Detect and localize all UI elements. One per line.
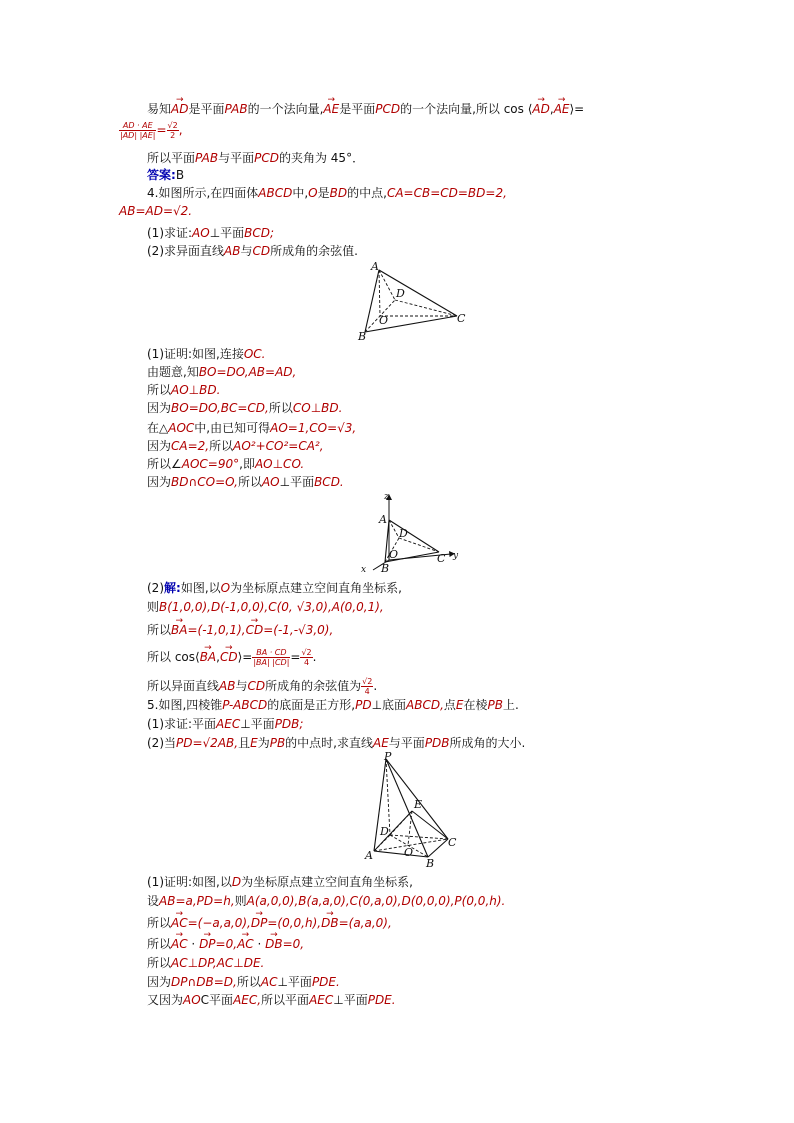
figure-tetrahedron-1 <box>355 258 475 344</box>
axis-x-label: x <box>361 565 367 574</box>
text-line: 则B(1,0,0),D(-1,0,0),C(0, √3,0),A(0,0,1), <box>147 600 384 614</box>
label-b: B <box>358 330 367 343</box>
vector-ae: → AE <box>323 101 339 117</box>
text-line: (2)求异面直线AB与CD所成角的余弦值. <box>147 244 358 258</box>
label-c: C <box>457 312 466 325</box>
text-line: 又因为AOC平面AEC,所以平面AEC⊥平面PDE. <box>147 993 396 1007</box>
math: PCD <box>375 102 401 116</box>
text-line: (1)求证:平面AEC⊥平面PDB; <box>147 717 304 731</box>
fraction: $\frac{BA \cdot CD}{|BA| |CD|}$ <box>253 648 290 667</box>
figure-tetrahedron-axes <box>355 490 465 574</box>
label-a: A <box>365 849 373 862</box>
fraction: $\frac{√2}{2}$ <box>167 121 178 140</box>
label-c: C <box>437 552 446 565</box>
text-line: 所以→ BA=(-1,0,1),→ CD=(-1,-√3,0), <box>147 622 333 638</box>
label-c: C <box>448 836 457 849</box>
text-line: 因为BO=DO,BC=CD,所以CO⊥BD. <box>147 401 343 415</box>
text-line: 所以∠AOC=90°,即AO⊥CO. <box>147 457 305 471</box>
text-line: (2)当PD=√2AB,且E为PB的中点时,求直线AE与平面PDB所成角的大小. <box>147 736 526 750</box>
label-e: E <box>414 798 423 811</box>
label-b: B <box>381 562 390 574</box>
text-line: 所以AO⊥BD. <box>147 383 221 397</box>
text-line: (2)解:如图,以O为坐标原点建立空间直角坐标系, <box>147 581 402 595</box>
text: 的一个法向量,所以 cos ⟨ <box>400 102 533 116</box>
text-line: 所以异面直线AB与CD所成角的余弦值为 $\frac{√2}{4}$ . <box>147 677 378 696</box>
label-p: P <box>384 751 392 763</box>
text: 是平面 <box>339 102 376 116</box>
math: PAB <box>224 102 248 116</box>
text: , <box>549 102 554 116</box>
text: 是平面 <box>188 102 225 116</box>
text-line: 在△AOC中,由已知可得AO=1,CO=√3, <box>147 421 357 435</box>
label-a: A <box>371 260 379 273</box>
text-line: 因为BD∩CO=O,所以AO⊥平面BCD. <box>147 475 344 489</box>
label-a: A <box>379 513 387 526</box>
text-line: 因为CA=2,所以AO²+CO²=CA², <box>147 439 324 453</box>
text-line: 由题意,知BO=DO,AB=AD, <box>147 365 297 379</box>
text: 的一个法向量, <box>247 102 324 116</box>
text-line: (1)证明:如图,以D为坐标原点建立空间直角坐标系, <box>147 875 413 889</box>
fraction: $\frac{AD \cdot AE}{|AD| |AE|}$ <box>120 121 156 140</box>
label-d: D <box>396 287 405 300</box>
axis-y-label: y <box>453 551 459 561</box>
vector-ad: → AD <box>171 101 188 117</box>
label-o: O <box>389 548 399 561</box>
text-line: 所以→ AC=(−a,a,0),→ DP=(0,0,h),→ DB=(a,a,0), <box>147 915 392 931</box>
question-5: 5.如图,四棱锥P-ABCD的底面是正方形,PD⊥底面ABCD,点E在棱PB上. <box>147 698 519 712</box>
formula-line: $\frac{AD \cdot AE}{|AD| |AE|}$ = $\frac{√2}{2}$ , <box>120 121 183 140</box>
fraction: $\frac{√2}{4}$ <box>362 677 373 696</box>
question-4: 4.如图所示,在四面体ABCD中,O是BD的中点,CA=CB=CD=BD=2, <box>147 186 507 200</box>
answer-value: B <box>175 168 185 182</box>
answer-label: 答案: <box>147 168 176 182</box>
fraction: $\frac{√2}{4}$ <box>301 648 312 667</box>
text-line: 所以→ AC · → DP=0,→ AC · → DB=0, <box>147 936 304 952</box>
label-o: O <box>379 314 389 327</box>
text: ⟩= <box>569 102 585 116</box>
text-line: (1)证明:如图,连接OC. <box>147 347 266 361</box>
label-d: D <box>399 527 408 540</box>
label-o: O <box>404 846 414 859</box>
text-line: 因为DP∩DB=D,所以AC⊥平面PDE. <box>147 975 340 989</box>
figure-pyramid <box>360 751 470 871</box>
text-line: (1)求证:AO⊥平面BCD; <box>147 226 275 240</box>
axis-z-label: z <box>384 492 389 502</box>
text-line <box>147 101 584 117</box>
text-line: 所以 cos⟨→ BA,→ CD⟩= $\frac{BA \cdot CD}{|BA| |CD|}$ = $\frac{√2}{4}$ . <box>147 648 316 667</box>
label-b: B <box>426 857 435 870</box>
vector-ae: → AE <box>554 101 570 117</box>
text-line: 所以AC⊥DP,AC⊥DE. <box>147 956 265 970</box>
text-line: 所以平面PAB与平面PCD的夹角为 45°． <box>147 151 365 165</box>
text-line: AB=AD=√2. <box>119 204 193 218</box>
text: 易知 <box>147 102 172 116</box>
text-line: 设AB=a,PD=h,则A(a,0,0),B(a,a,0),C(0,a,0),D(0,0,0),P(0,0,h). <box>147 894 506 908</box>
vector-ad: → AD <box>532 101 549 117</box>
answer-line <box>147 167 184 183</box>
label-d: D <box>380 825 389 838</box>
